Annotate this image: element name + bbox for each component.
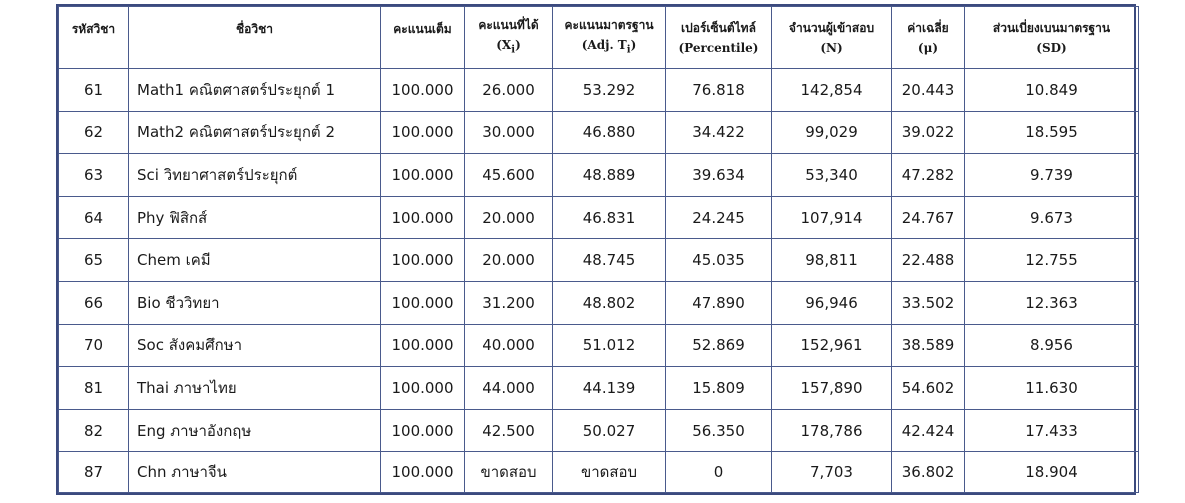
header-sd (965, 7, 1139, 69)
table-header (59, 7, 1139, 69)
cell-sd: 12.363 (965, 281, 1139, 324)
header-adj-score (553, 7, 666, 69)
cell-examinees: 157,890 (772, 367, 892, 410)
header-adj-score-sub-text: (Adj. T (581, 37, 627, 52)
cell-mean: 47.282 (892, 154, 965, 197)
cell-full-score: 100.000 (381, 111, 465, 154)
cell-name: Math1 คณิตศาสตร์ประยุกต์ 1 (129, 69, 381, 112)
header-code-label: รหัสวิชา (71, 21, 116, 36)
cell-code: 65 (59, 239, 129, 282)
cell-full-score: 100.000 (381, 452, 465, 493)
cell-mean: 36.802 (892, 452, 965, 493)
cell-sd: 17.433 (965, 409, 1139, 452)
cell-code: 64 (59, 196, 129, 239)
cell-name: Chem เคมี (129, 239, 381, 282)
header-score-sub-index: i (511, 44, 516, 56)
header-adj-score-sub (553, 35, 665, 60)
header-sd-label: ส่วนเบี่ยงเบนมาตรฐาน (992, 20, 1111, 35)
cell-full-score: 100.000 (381, 69, 465, 112)
header-examinees-sub: (N) (820, 40, 843, 55)
table-row (59, 154, 1139, 197)
cell-full-score: 100.000 (381, 239, 465, 282)
cell-adj-score: 46.880 (553, 111, 666, 154)
cell-percentile: 15.809 (666, 367, 772, 410)
table-row (59, 367, 1139, 410)
cell-sd: 18.595 (965, 111, 1139, 154)
header-code (59, 7, 129, 69)
header-mean (892, 7, 965, 69)
cell-name: Math2 คณิตศาสตร์ประยุกต์ 2 (129, 111, 381, 154)
cell-examinees: 7,703 (772, 452, 892, 493)
table-row (59, 409, 1139, 452)
cell-percentile: 45.035 (666, 239, 772, 282)
cell-name: Thai ภาษาไทย (129, 367, 381, 410)
cell-percentile: 39.634 (666, 154, 772, 197)
header-percentile-label: เปอร์เซ็นต์ไทล์ (681, 20, 756, 35)
header-mean-label: ค่าเฉลี่ย (907, 20, 949, 35)
cell-score: 26.000 (465, 69, 553, 112)
cell-full-score: 100.000 (381, 154, 465, 197)
cell-score: 31.200 (465, 281, 553, 324)
score-table (58, 6, 1139, 493)
header-name-label: ชื่อวิชา (236, 21, 273, 36)
cell-adj-score: ขาดสอบ (553, 452, 666, 493)
cell-examinees: 53,340 (772, 154, 892, 197)
cell-examinees: 142,854 (772, 69, 892, 112)
header-examinees (772, 7, 892, 69)
cell-sd: 9.739 (965, 154, 1139, 197)
cell-code: 63 (59, 154, 129, 197)
cell-score: 30.000 (465, 111, 553, 154)
header-score (465, 7, 553, 69)
cell-score: 20.000 (465, 196, 553, 239)
cell-mean: 20.443 (892, 69, 965, 112)
cell-adj-score: 46.831 (553, 196, 666, 239)
cell-adj-score: 48.802 (553, 281, 666, 324)
cell-name: Soc สังคมศึกษา (129, 324, 381, 367)
header-adj-score-sub-index: i (626, 44, 631, 56)
cell-percentile: 24.245 (666, 196, 772, 239)
table-row (59, 111, 1139, 154)
header-score-sub-text: (X (496, 37, 512, 52)
cell-percentile: 47.890 (666, 281, 772, 324)
cell-name: Sci วิทยาศาสตร์ประยุกต์ (129, 154, 381, 197)
table-row (59, 239, 1139, 282)
cell-full-score: 100.000 (381, 409, 465, 452)
cell-adj-score: 48.745 (553, 239, 666, 282)
cell-examinees: 152,961 (772, 324, 892, 367)
cell-mean: 22.488 (892, 239, 965, 282)
header-examinees-label: จำนวนผู้เข้าสอบ (788, 20, 875, 35)
header-score-sub (465, 35, 552, 60)
cell-sd: 10.849 (965, 69, 1139, 112)
cell-percentile: 34.422 (666, 111, 772, 154)
cell-score: 44.000 (465, 367, 553, 410)
cell-percentile: 0 (666, 452, 772, 493)
cell-mean: 38.589 (892, 324, 965, 367)
cell-examinees: 178,786 (772, 409, 892, 452)
cell-mean: 42.424 (892, 409, 965, 452)
cell-code: 62 (59, 111, 129, 154)
cell-score: 45.600 (465, 154, 553, 197)
table-row (59, 196, 1139, 239)
cell-name: Phy ฟิสิกส์ (129, 196, 381, 239)
cell-name: Eng ภาษาอังกฤษ (129, 409, 381, 452)
cell-mean: 24.767 (892, 196, 965, 239)
cell-sd: 8.956 (965, 324, 1139, 367)
header-percentile (666, 7, 772, 69)
cell-mean: 33.502 (892, 281, 965, 324)
cell-examinees: 98,811 (772, 239, 892, 282)
cell-percentile: 52.869 (666, 324, 772, 367)
cell-name: Chn ภาษาจีน (129, 452, 381, 493)
table-row (59, 69, 1139, 112)
table-row (59, 452, 1139, 493)
cell-percentile: 76.818 (666, 69, 772, 112)
cell-examinees: 96,946 (772, 281, 892, 324)
cell-full-score: 100.000 (381, 196, 465, 239)
cell-name: Bio ชีววิทยา (129, 281, 381, 324)
header-row (59, 7, 1139, 69)
cell-score: 20.000 (465, 239, 553, 282)
header-name (129, 7, 381, 69)
cell-code: 61 (59, 69, 129, 112)
header-percentile-sub: (Percentile) (678, 40, 759, 55)
table-row (59, 324, 1139, 367)
cell-adj-score: 50.027 (553, 409, 666, 452)
cell-sd: 11.630 (965, 367, 1139, 410)
header-full-score (381, 7, 465, 69)
cell-full-score: 100.000 (381, 281, 465, 324)
header-adj-score-sub-tail: ) (630, 37, 637, 52)
cell-score: 40.000 (465, 324, 553, 367)
cell-adj-score: 53.292 (553, 69, 666, 112)
cell-mean: 39.022 (892, 111, 965, 154)
cell-code: 87 (59, 452, 129, 493)
cell-score: 42.500 (465, 409, 553, 452)
cell-code: 81 (59, 367, 129, 410)
cell-adj-score: 44.139 (553, 367, 666, 410)
header-adj-score-label: คะแนนมาตรฐาน (564, 17, 654, 32)
cell-adj-score: 51.012 (553, 324, 666, 367)
cell-sd: 18.904 (965, 452, 1139, 493)
cell-full-score: 100.000 (381, 324, 465, 367)
header-score-label: คะแนนที่ได้ (478, 17, 539, 32)
cell-sd: 9.673 (965, 196, 1139, 239)
cell-examinees: 107,914 (772, 196, 892, 239)
cell-score: ขาดสอบ (465, 452, 553, 493)
header-full-score-label: คะแนนเต็ม (393, 21, 452, 36)
header-score-sub-tail: ) (515, 37, 521, 52)
cell-full-score: 100.000 (381, 367, 465, 410)
cell-code: 70 (59, 324, 129, 367)
cell-code: 82 (59, 409, 129, 452)
cell-adj-score: 48.889 (553, 154, 666, 197)
cell-percentile: 56.350 (666, 409, 772, 452)
cell-code: 66 (59, 281, 129, 324)
table-body (59, 69, 1139, 493)
cell-sd: 12.755 (965, 239, 1139, 282)
cell-mean: 54.602 (892, 367, 965, 410)
table-row (59, 281, 1139, 324)
header-mean-sub: (μ) (917, 40, 939, 55)
header-sd-sub: (SD) (1036, 40, 1067, 55)
score-table-container (56, 4, 1136, 495)
cell-examinees: 99,029 (772, 111, 892, 154)
